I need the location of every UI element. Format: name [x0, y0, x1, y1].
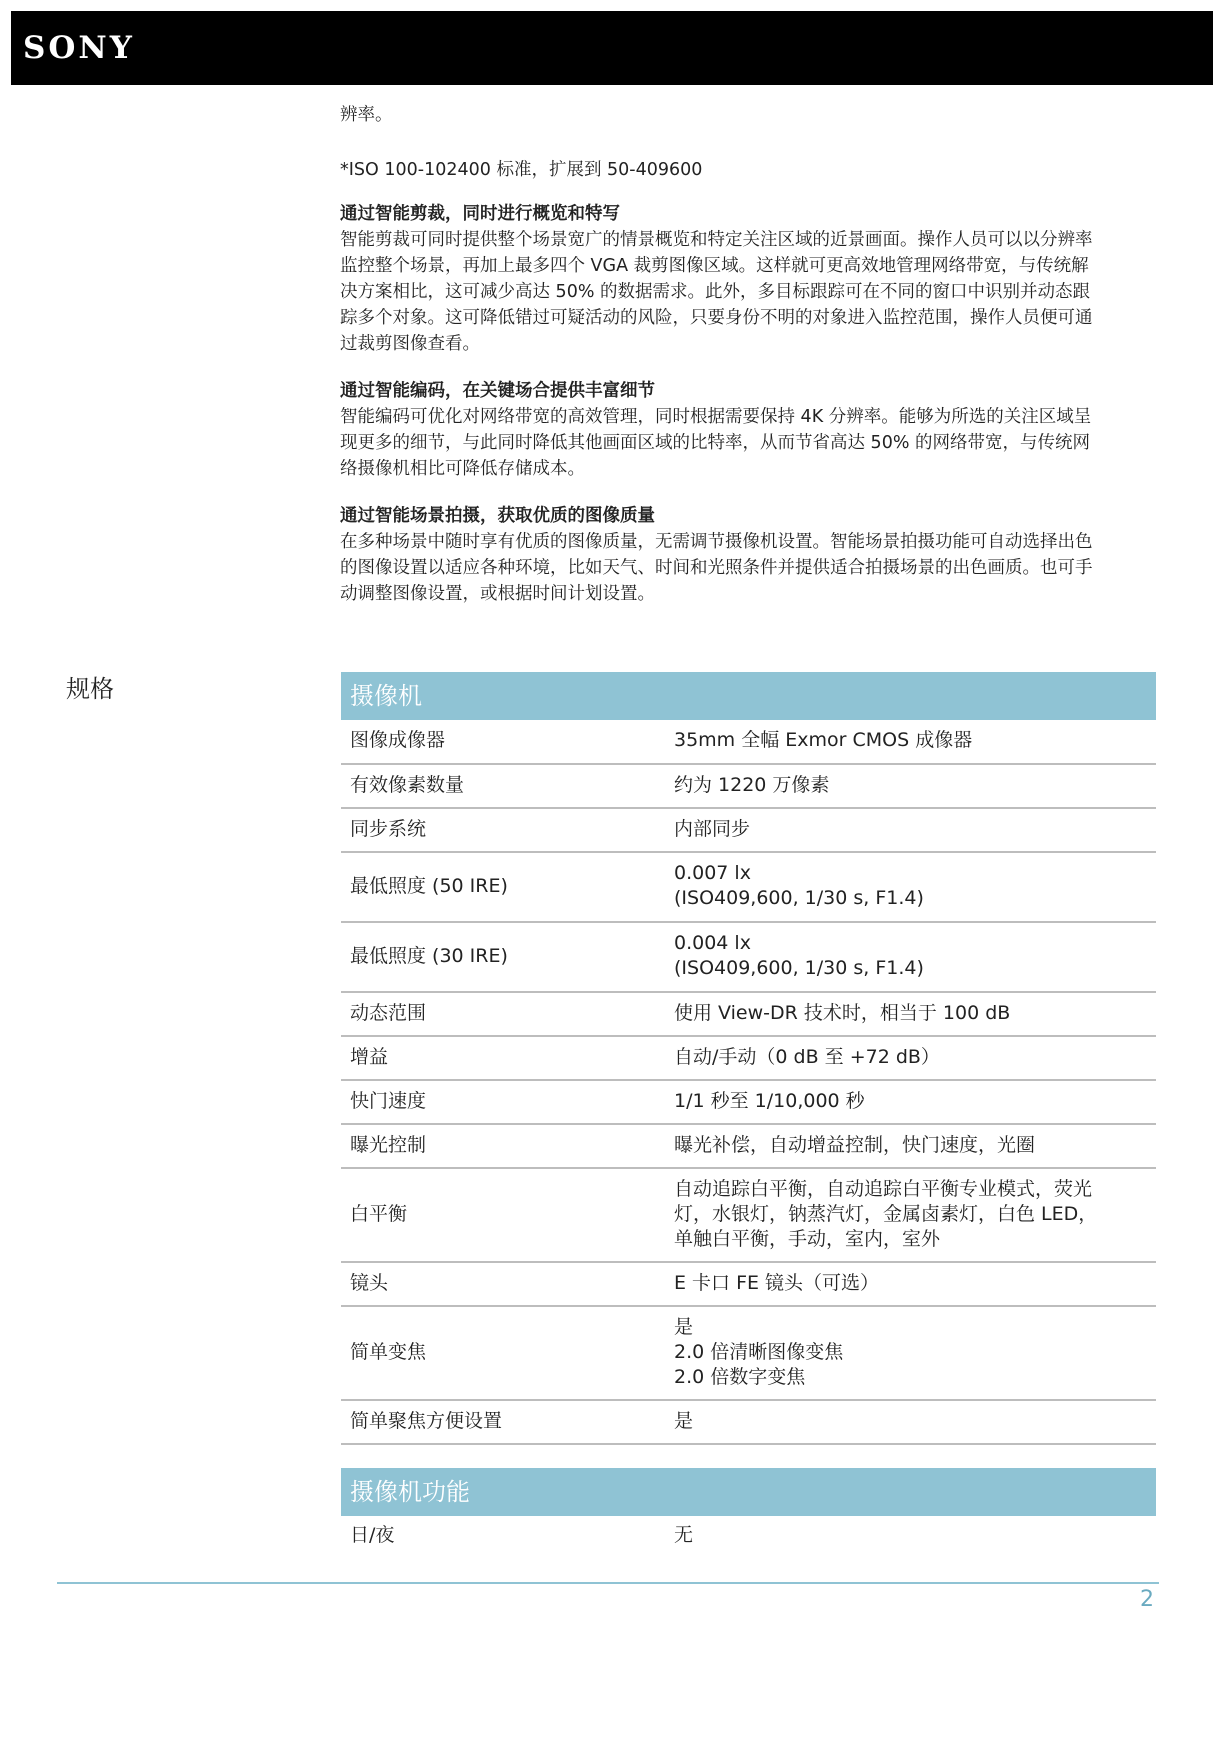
spec-key: 镜头 — [341, 1262, 665, 1306]
spec-value: 是 — [665, 1400, 1156, 1444]
table-row — [341, 1036, 1156, 1080]
spec-value: 内部同步 — [665, 808, 1156, 852]
table-row — [341, 1080, 1156, 1124]
feature-heading: 通过智能场景拍摄，获取优质的图像质量 — [340, 506, 655, 526]
table-row — [341, 1400, 1156, 1444]
feature-line: 决方案相比，这可减少高达 50% 的数据需求。此外，多目标跟踪可在不同的窗口中识别并动态跟 — [340, 282, 1091, 302]
spec-key: 快门速度 — [341, 1080, 665, 1124]
feature-heading: 通过智能编码，在关键场合提供丰富细节 — [340, 381, 655, 401]
spec-key: 简单聚焦方便设置 — [341, 1400, 665, 1444]
feature-line: 络摄像机相比可降低存储成本。 — [340, 459, 585, 479]
table-row — [341, 764, 1156, 808]
camera-functions-table — [341, 1516, 1156, 1557]
table-row — [341, 1306, 1156, 1400]
spec-value: 自动追踪白平衡，自动追踪白平衡专业模式，荧光 灯，水银灯，钠蒸汽灯，金属卤素灯，白色 LED， 单触白平衡，手动，室内，室外 — [665, 1168, 1156, 1262]
spec-key: 增益 — [341, 1036, 665, 1080]
table-row — [341, 1516, 1156, 1557]
footer-rule — [57, 1582, 1159, 1584]
feature-line: 过裁剪图像查看。 — [340, 334, 480, 354]
spec-section-label: 规格 — [66, 675, 114, 703]
spec-value: 约为 1220 万像素 — [665, 764, 1156, 808]
intro-line: 辨率。 — [340, 105, 393, 125]
camera-functions-block — [341, 1468, 1156, 1557]
spec-key: 曝光控制 — [341, 1124, 665, 1168]
table-row — [341, 852, 1156, 922]
spec-key: 同步系统 — [341, 808, 665, 852]
spec-value: 0.004 lx (ISO409,600, 1/30 s, F1.4) — [665, 922, 1156, 992]
table-row — [341, 992, 1156, 1036]
feature-line: 智能剪裁可同时提供整个场景宽广的情景概览和特定关注区域的近景画面。操作人员可以以分辨率 — [340, 230, 1093, 250]
spec-value: 35mm 全幅 Exmor CMOS 成像器 — [665, 720, 1156, 764]
feature-smart-scene — [340, 503, 1150, 607]
spec-value: 无 — [674, 1524, 694, 1546]
spec-value: 0.007 lx (ISO409,600, 1/30 s, F1.4) — [665, 852, 1156, 922]
header-bar — [11, 11, 1213, 85]
spec-value: 使用 View-DR 技术时，相当于 100 dB — [665, 992, 1156, 1036]
feature-line: 监控整个场景，再加上最多四个 VGA 裁剪图像区域。这样就可更高效地管理网络带宽，与传统解 — [340, 256, 1089, 276]
table-row — [341, 922, 1156, 992]
feature-line: 智能编码可优化对网络带宽的高效管理，同时根据需要保持 4K 分辨率。能够为所选的关注区域呈 — [340, 407, 1092, 427]
camera-spec-block — [341, 672, 1156, 1445]
spec-key: 有效像素数量 — [341, 764, 665, 808]
table-row — [341, 1262, 1156, 1306]
spec-key: 白平衡 — [341, 1168, 665, 1262]
section-title-camera-functions: 摄像机功能 — [341, 1468, 1156, 1516]
feature-line: 现更多的细节，与此同时降低其他画面区域的比特率，从而节省高达 50% 的网络带宽，与传统网 — [340, 433, 1091, 453]
feature-smart-coding — [340, 378, 1150, 482]
table-row — [341, 1168, 1156, 1262]
iso-note: *ISO 100-102400 标准，扩展到 50-409600 — [340, 160, 703, 180]
feature-line: 动调整图像设置，或根据时间计划设置。 — [340, 584, 655, 604]
table-row — [341, 1124, 1156, 1168]
feature-line: 踪多个对象。这可降低错过可疑活动的风险，只要身份不明的对象进入监控范围，操作人员便可通 — [340, 308, 1093, 328]
spec-value: 自动/手动（0 dB 至 +72 dB） — [665, 1036, 1156, 1080]
spec-value: 曝光补偿，自动增益控制，快门速度，光圈 — [665, 1124, 1156, 1168]
spec-value: E 卡口 FE 镜头（可选） — [665, 1262, 1156, 1306]
spec-key: 最低照度 (50 IRE) — [341, 852, 665, 922]
page-number: 2 — [1140, 1587, 1154, 1612]
spec-key: 图像成像器 — [341, 720, 665, 764]
spec-value: 1/1 秒至 1/10,000 秒 — [665, 1080, 1156, 1124]
spec-value: 是 2.0 倍清晰图像变焦 2.0 倍数字变焦 — [665, 1306, 1156, 1400]
feature-line: 的图像设置以适应各种环境，比如天气、时间和光照条件并提供适合拍摄场景的出色画质。也可手 — [340, 558, 1093, 578]
sony-logo: SONY — [23, 30, 135, 66]
spec-key: 日/夜 — [350, 1524, 395, 1546]
feature-line: 在多种场景中随时享有优质的图像质量，无需调节摄像机设置。智能场景拍摄功能可自动选择出色 — [340, 532, 1093, 552]
section-title-camera: 摄像机 — [341, 672, 1156, 720]
spec-key: 动态范围 — [341, 992, 665, 1036]
iso-note-block — [340, 157, 1150, 183]
intro-block — [340, 102, 1150, 128]
table-row — [341, 808, 1156, 852]
feature-smart-crop — [340, 201, 1150, 357]
spec-key: 最低照度 (30 IRE) — [341, 922, 665, 992]
camera-spec-table — [341, 720, 1156, 1445]
spec-key: 简单变焦 — [341, 1306, 665, 1400]
feature-heading: 通过智能剪裁，同时进行概览和特写 — [340, 204, 620, 224]
table-row — [341, 720, 1156, 764]
